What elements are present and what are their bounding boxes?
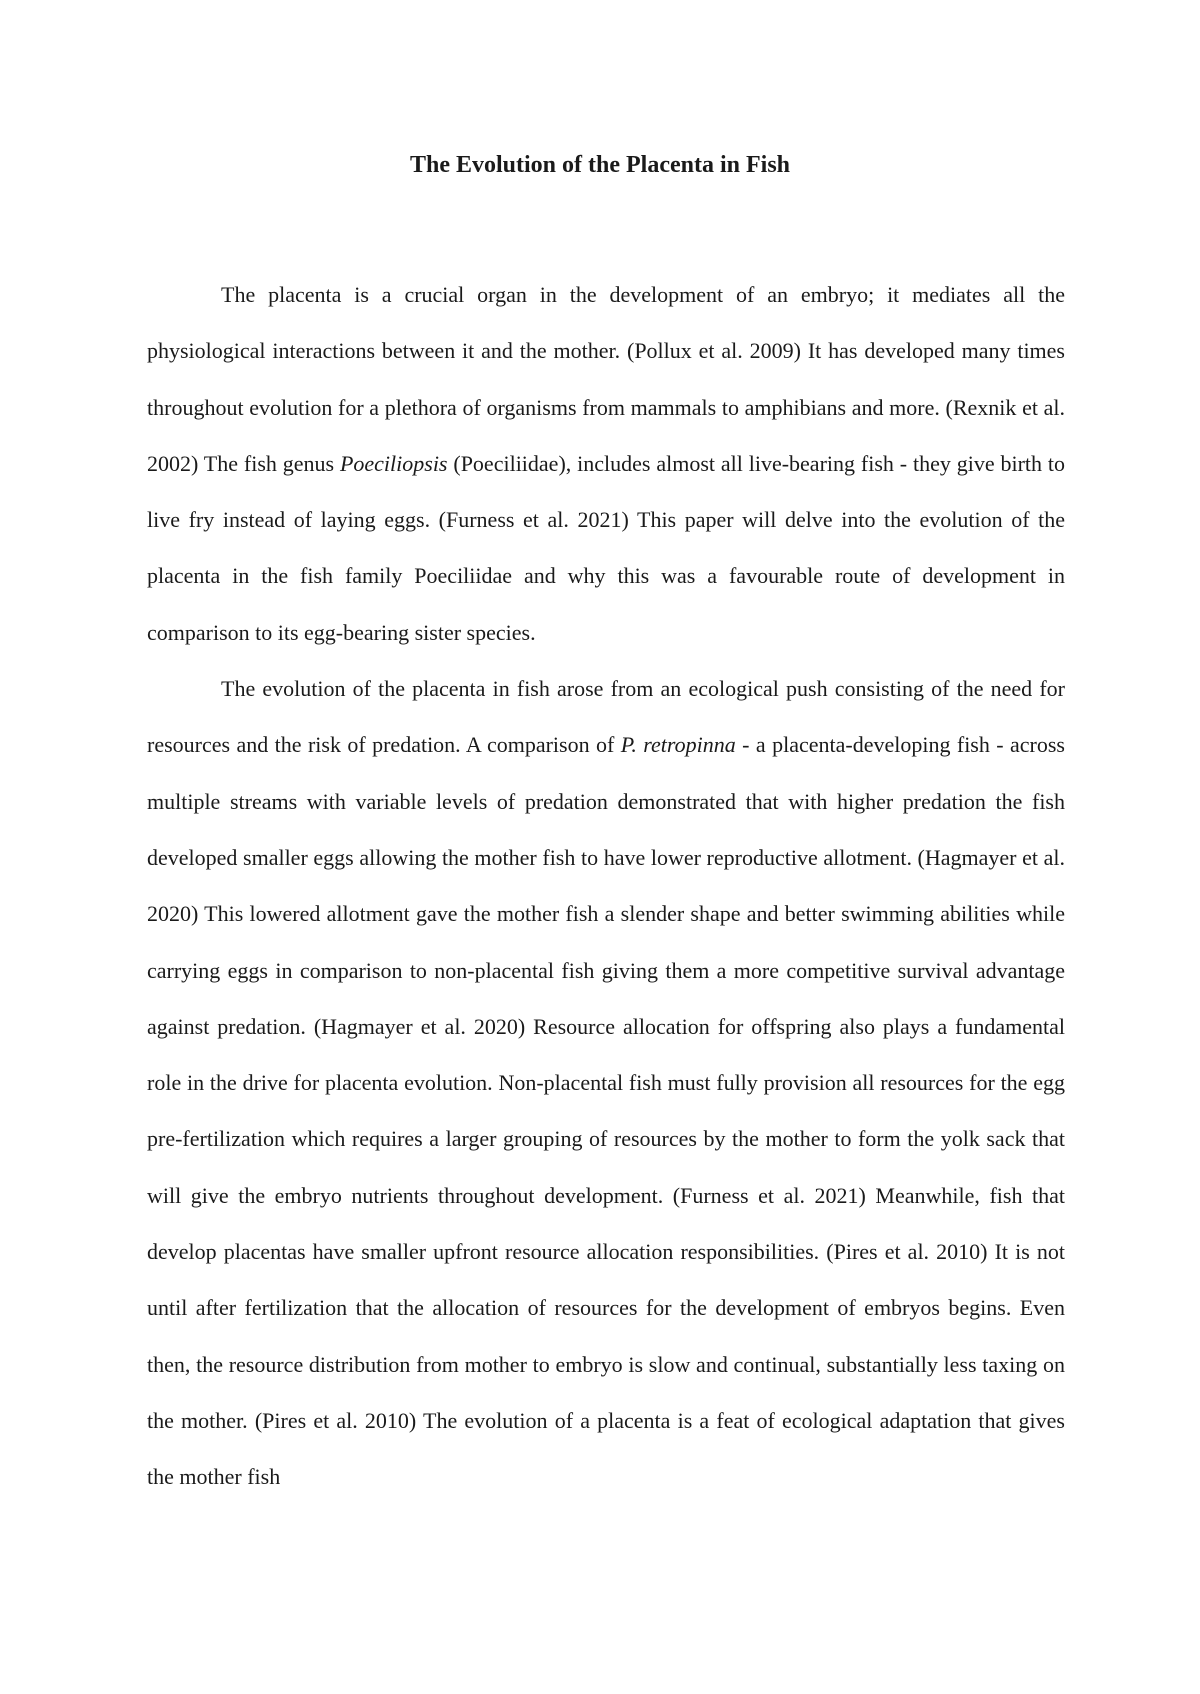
document-title: The Evolution of the Placenta in Fish (409, 152, 791, 178)
document-body (147, 267, 1065, 1506)
paragraph-text-segment: - a placenta-developing fish - across multiple streams with variable levels of predation demonstrated that with higher predation the fish developed smaller eggs allowing the mother fish to have lower reproductive allotment. (Hagmayer et al. 2020) This lowered allotment gave the mother fish a slender shape and better swimming abilities while carrying eggs in comparison to non-placental fish giving them a more competitive survival advantage against predation. (Hagmayer et al. 2020) Resource allocation for offspring also plays a fundamental role in the drive for placenta evolution. Non-placental fish must fully provision all resources for the egg pre-fertilization which requires a larger grouping of resources by the mother to form the yolk sack that will give the embryo nutrients throughout development. (Furness et al. 2021) Meanwhile, fish that develop placentas have smaller upfront resource allocation responsibilities. (Pires et al. 2010) It is not until after fertilization that the allocation of resources for the development of embryos begins. Even then, the resource distribution from mother to embryo is slow and continual, substantially less taxing on the mother. (Pires et al. 2010) The evolution of a placenta is a feat of ecological adaptation that gives the mother fish (147, 732, 1065, 1490)
paragraph-evolution (147, 661, 1065, 1505)
paragraph-text-segment: (Poeciliidae), includes almost all live-bearing fish - they give birth to live fry instead of laying eggs. (Furness et al. 2021) This paper will delve into the evolution of the placenta in the fish family Poeciliidae and why this was a favourable route of development in comparison to its egg-bearing sister species. (147, 450, 1065, 645)
paragraph-text-segment: The evolution of the placenta in fish arose from an ecological push consisting of the need for resources and the risk of predation. A comparison of (147, 676, 1065, 758)
paragraph-text-segment: The placenta is a crucial organ in the development of an embryo; it mediates all the physiological interactions between it and the mother. (Pollux et al. 2009) It has developed many times throughout evolution for a plethora of organisms from mammals to amphibians and more. (Rexnik et al. 2002) The fish genus (147, 282, 1065, 476)
paragraph-introduction (147, 267, 1065, 661)
species-name-italic: P. retropinna (620, 732, 736, 758)
genus-name-italic: Poeciliopsis (339, 450, 448, 476)
